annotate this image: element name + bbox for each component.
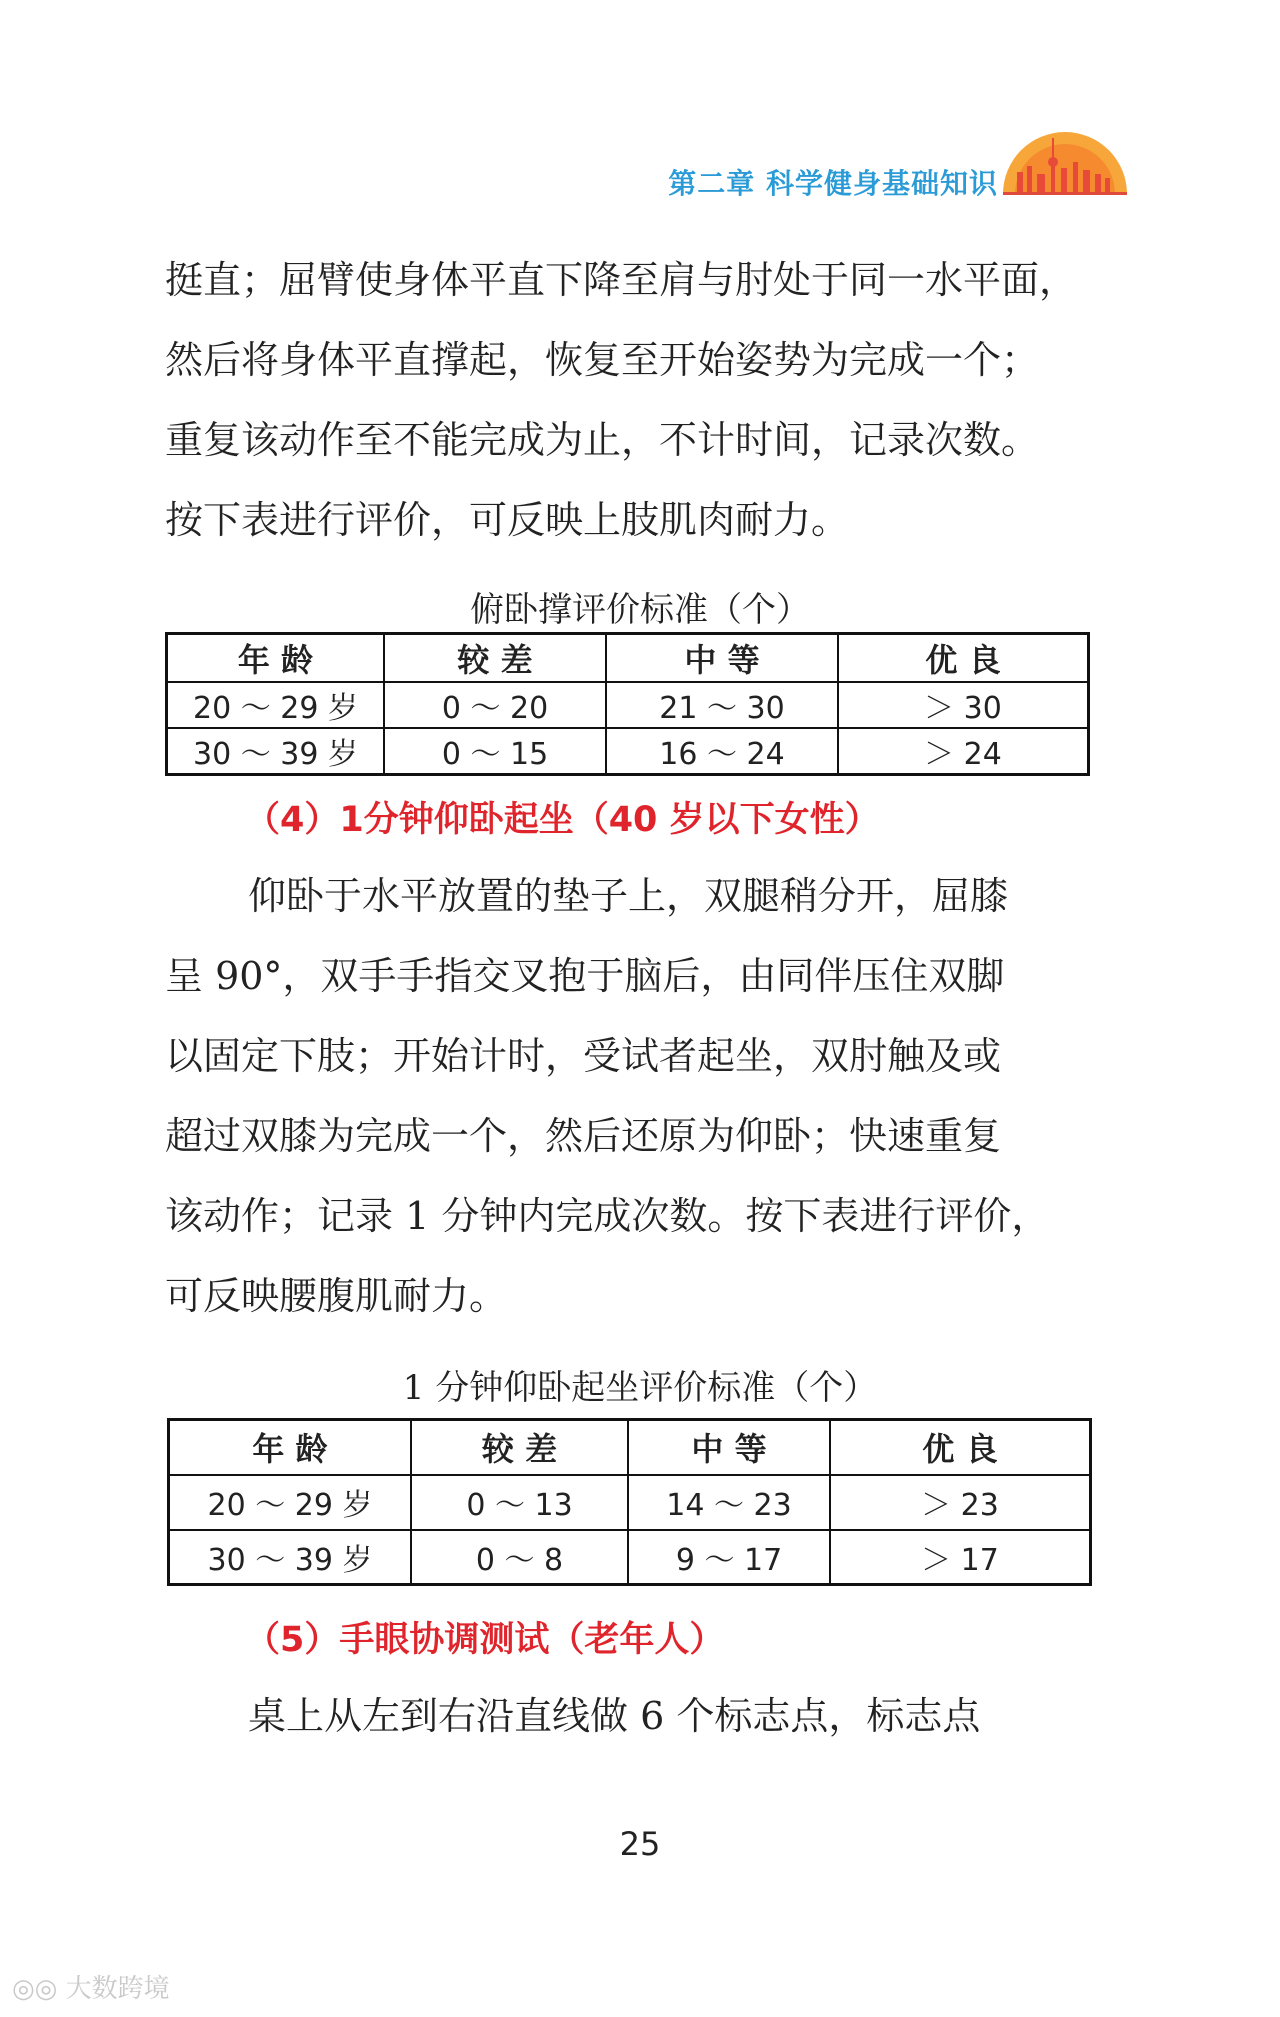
paragraph-line: 桌上从左到右沿直线做 6 个标志点，标志点	[248, 1694, 981, 1738]
header-cell: 较 差	[411, 1420, 628, 1475]
table-header-row	[169, 1420, 1091, 1475]
table-row	[169, 1475, 1091, 1530]
paragraph-line: 超过双膝为完成一个，然后还原为仰卧；快速重复	[165, 1114, 1002, 1158]
table-cell: 30 ～ 39 岁	[167, 728, 385, 775]
table-cell: ＞ 24	[838, 728, 1089, 775]
paragraph-line: 重复该动作至不能完成为止，不计时间，记录次数。	[165, 418, 1040, 462]
header-cell: 优 良	[830, 1420, 1091, 1475]
page-header	[0, 128, 1280, 208]
table-cell: 20 ～ 29 岁	[169, 1475, 412, 1530]
chapter-title: 第二章 科学健身基础知识	[668, 167, 998, 200]
table-cell: ＞ 23	[830, 1475, 1091, 1530]
section-heading-4: （4）1分钟仰卧起坐（40 岁以下女性）	[245, 800, 880, 840]
table-cell: 21 ～ 30	[606, 682, 838, 728]
table-cell: 14 ～ 23	[628, 1475, 830, 1530]
table-cell: ＞ 30	[838, 682, 1089, 728]
paragraph-line: 可反映腰腹肌耐力。	[165, 1274, 508, 1318]
situp-standards-table	[167, 1418, 1092, 1586]
paragraph-line: 仰卧于水平放置的垫子上，双腿稍分开，屈膝	[248, 874, 1009, 918]
paragraph-line: 然后将身体平直撑起，恢复至开始姿势为完成一个；	[165, 338, 1040, 382]
pushup-standards-table	[165, 632, 1090, 776]
header-cell: 中 等	[606, 634, 838, 683]
table-caption: 俯卧撑评价标准（个）	[470, 590, 810, 630]
header-cell: 年 龄	[169, 1420, 412, 1475]
table-row	[169, 1530, 1091, 1585]
table-cell: 0 ～ 8	[411, 1530, 628, 1585]
watermark-text: 大数跨境	[65, 1974, 170, 2004]
table-cell: 20 ～ 29 岁	[167, 682, 385, 728]
paragraph-line: 呈 90°，双手手指交叉抱于脑后，由同伴压住双脚	[165, 954, 1005, 998]
table-cell: 0 ～ 20	[384, 682, 606, 728]
table-row	[167, 682, 1089, 728]
paragraph-line: 以固定下肢；开始计时，受试者起坐，双肘触及或	[165, 1034, 1002, 1078]
table-cell: 30 ～ 39 岁	[169, 1530, 412, 1585]
table-header-row	[167, 634, 1089, 683]
paragraph-line: 该动作；记录 1 分钟内完成次数。按下表进行评价，	[165, 1194, 1050, 1238]
table-row	[167, 728, 1089, 775]
page-number: 25	[619, 1825, 661, 1863]
paragraph-line: 挺直；屈臂使身体平直下降至肩与肘处于同一水平面，	[165, 258, 1078, 302]
table-cell: 0 ～ 15	[384, 728, 606, 775]
city-skyline-logo-icon	[995, 128, 1135, 200]
watermark-logo-icon: ◎◎	[12, 1974, 66, 2004]
section-heading-5: （5）手眼协调测试（老年人）	[245, 1620, 725, 1660]
header-cell: 年 龄	[167, 634, 385, 683]
header-cell: 优 良	[838, 634, 1089, 683]
table-cell: ＞ 17	[830, 1530, 1091, 1585]
watermark	[12, 1968, 170, 2005]
table-caption: 1 分钟仰卧起坐评价标准（个）	[402, 1368, 878, 1408]
header-cell: 中 等	[628, 1420, 830, 1475]
table-cell: 9 ～ 17	[628, 1530, 830, 1585]
table-cell: 0 ～ 13	[411, 1475, 628, 1530]
header-cell: 较 差	[384, 634, 606, 683]
table-cell: 16 ～ 24	[606, 728, 838, 775]
paragraph-line: 按下表进行评价，可反映上肢肌肉耐力。	[165, 498, 850, 542]
